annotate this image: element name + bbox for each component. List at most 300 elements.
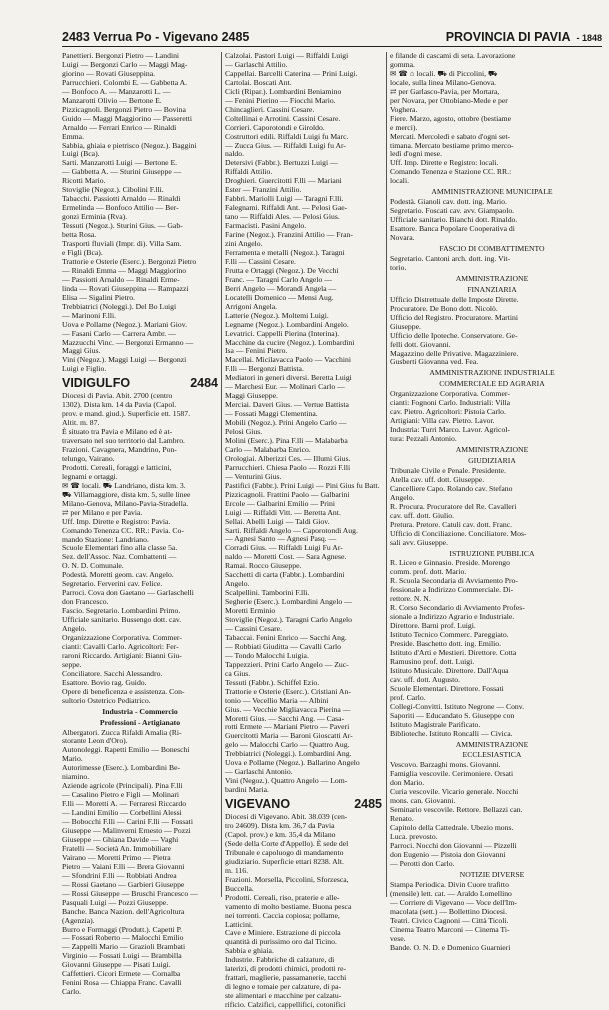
text-line: Luigi — Bergonzi Carlo — Maggi Mag- bbox=[62, 59, 188, 69]
text-line: ⇄ per Garlasco-Pavia, per Mortara, bbox=[390, 86, 500, 96]
text-line: ✉ ☎ ⌂ locali. ⛟ di Piccolini, ⛟ bbox=[390, 68, 498, 78]
text-line: F.lli — Moretti A. — Ferraresi Riccardo bbox=[62, 799, 187, 809]
text-line: Stampa Periodica. Divin Cuore trafitto bbox=[390, 879, 509, 889]
text-line: Ester — Franzini Attilio. bbox=[225, 185, 302, 195]
text-line: Pelosi Gius. bbox=[225, 427, 263, 437]
text-line: Berri Angelo — Morandi Angela — bbox=[225, 283, 337, 293]
page-header bbox=[62, 30, 602, 47]
text-line: Fiere. Marzo, agosto, ottobre (bestiame bbox=[390, 113, 512, 123]
text-line: bardini Maria. bbox=[225, 785, 269, 795]
text-line: tro 24609). Dista km. 36,7 da Pavia bbox=[225, 821, 335, 831]
text-line: Caffettieri. Cicori Ermete — Cornalba bbox=[62, 969, 181, 979]
text-line: F.lli — Cassini Cesare. bbox=[225, 256, 296, 266]
text-line: Latticini. bbox=[225, 919, 253, 929]
text-line: tura: Pezzali Antonio. bbox=[390, 434, 457, 444]
text-line: Conciliatore. Sacchi Alessandro. bbox=[62, 668, 163, 678]
text-line: Vescovo. Barzaghi mons. Giovanni. bbox=[390, 760, 501, 770]
text-line: vese. bbox=[390, 933, 406, 943]
text-line: Trasporti fluviali (Impr. di). Villa Sam. bbox=[62, 239, 182, 249]
col3-list-e bbox=[390, 390, 594, 444]
text-line: legnami e ortaggi. bbox=[62, 471, 118, 481]
text-line: vamento di molto bestiame. Buona pesca bbox=[225, 901, 352, 911]
text-line: Mercati. Mercoledì e sabato d'ogni set- bbox=[390, 131, 511, 141]
text-line: tano — Riffaldi Ales. — Pelosi Gius. bbox=[225, 212, 340, 222]
text-line: Cappellai. Barcelli Caterina — Prini Luigi. bbox=[225, 68, 358, 78]
text-line: laterizi, di prodotti chimici, prodotti re- bbox=[225, 964, 347, 974]
text-line: frattari, maglierie, passamanerie, tacchi bbox=[225, 973, 347, 983]
text-line: — Rinaldi Emma — Maggi Maggiorino bbox=[62, 265, 187, 275]
text-line: giorino — Rovati Giuseppina. bbox=[62, 68, 156, 78]
text-line: Famiglia vescovile. Cerimoniere. Orsati bbox=[390, 769, 514, 779]
text-line: Pretura. Pretore. Catuli cav. dott. Franc. bbox=[390, 519, 513, 529]
text-line: Luca. prevosto. bbox=[390, 832, 438, 842]
text-line: tonio — Vecellio Maria — Albini bbox=[225, 695, 329, 705]
text-line: Luigi — Riffaldi Vitt. — Beretta Ant. bbox=[225, 507, 341, 517]
text-line: Droghieri. Guercitotti F.lli — Mariani bbox=[225, 176, 342, 186]
text-line: Segretario. Foscati cav. avv. Giampaolo. bbox=[390, 206, 515, 216]
text-line: Trattorie e Osterie (Eserc.). Bergonzi Pietro bbox=[62, 256, 197, 266]
text-line: R. Procura. Procuratore del Re. Cavalleri bbox=[390, 501, 517, 511]
text-line: (Capol. prov.) e km. 35,4 da Milano bbox=[225, 829, 336, 839]
text-line: — Passiotti Arnaldo — Rinaldi Erme- bbox=[62, 274, 180, 284]
section-heading: ECCLESIASTICA bbox=[462, 750, 522, 760]
text-line: Frazioni. Morsella, Piccolini, Sforzesca, bbox=[225, 874, 349, 884]
text-line: Tessuti (Negoz.). Sturini Gius. — Gab- bbox=[62, 221, 183, 231]
text-line: — Garlaschi Attilio. bbox=[225, 59, 288, 69]
text-line: Artigiani: Villa cav. Pietro. Lavor. bbox=[390, 416, 495, 426]
text-line: seppe. bbox=[62, 659, 82, 669]
text-line: Uff. Imp. Dirette e Registro: locali. bbox=[390, 158, 499, 168]
text-line: Detersivi (Fabbr.). Bertuzzi Luigi — bbox=[225, 158, 338, 168]
text-line: e filande di cascami di seta. Lavorazione bbox=[390, 51, 516, 60]
col1-list-b bbox=[62, 392, 218, 705]
text-line: Ufficio Distrettuale delle Imposte Dirette. bbox=[390, 294, 519, 304]
text-line: Mazzucchi Vinc. — Bergonzi Ermanno — bbox=[62, 337, 194, 347]
text-line: — Fossati Maggi Clementina. bbox=[225, 409, 318, 419]
text-line: Coltellinai e Arrotini. Cassini Cesare. bbox=[225, 113, 341, 123]
text-line: Segretario. Ferverini cav. Felice. bbox=[62, 579, 163, 589]
text-line: Arnaldo — Ferrari Enrico — Rinaldi bbox=[62, 122, 177, 132]
section-heading: COMMERCIALE ED AGRARIA bbox=[439, 379, 545, 389]
text-line: Sarti. Manzarotti Luigi — Bertone E. bbox=[62, 158, 178, 168]
text-line: Maggi Gius. bbox=[62, 346, 101, 356]
text-line: Ufficio delle Ipoteche. Conservatore. Ge- bbox=[390, 330, 518, 340]
text-line: zini Angelo. bbox=[225, 239, 263, 249]
text-line: Sacchetti di carta (Fabbr.). Lombardini bbox=[225, 570, 345, 580]
town-name: VIDIGULFO bbox=[62, 376, 131, 391]
text-line: Banche. Banca Nazion. dell'Agricoltura bbox=[62, 906, 185, 916]
text-line: Seminario vescovile. Rettore. Bellazzi can. bbox=[390, 805, 523, 815]
text-line: ste alimentari e macchine per calzatu- bbox=[225, 991, 342, 1001]
text-line: Calzolai. Pastori Luigi — Riffaldi Luigi bbox=[225, 51, 349, 60]
text-line: mons. can. Giovanni. bbox=[390, 796, 456, 806]
section-heading: FASCIO DI COMBATTIMENTO bbox=[439, 244, 545, 254]
text-line: Isa — Fenini Pietro. bbox=[225, 346, 288, 356]
text-line: Macchine da cucire (Negoz.). Lombardini bbox=[225, 337, 355, 347]
text-line: Panettieri. Bergonzi Pietro — Landini bbox=[62, 51, 180, 60]
text-line: Luigi (Bca). bbox=[62, 149, 100, 159]
section-heading: AMMINISTRAZIONE bbox=[455, 739, 529, 749]
text-line: Giuseppe — Malinverni Ernesto — Pozzi bbox=[62, 826, 191, 836]
text-line: Ercole — Galbarini Emilio — Prini bbox=[225, 498, 335, 508]
text-line: — Rossi Giuseppe — Bruschi Francesco — bbox=[62, 888, 198, 898]
town-name: VIGEVANO bbox=[225, 797, 291, 812]
text-line: rettore. N. N. bbox=[390, 594, 431, 604]
text-line: R. Scuola Secondaria di Avviamento Pro- bbox=[390, 576, 518, 586]
text-line: Levatrici. Cappelli Pierina (Interina). bbox=[225, 328, 340, 338]
section-subtitle: Professioni - Artigianato bbox=[99, 717, 181, 727]
text-line: Cartolai. Boscati Ant. bbox=[225, 77, 292, 87]
text-line: È situato tra Pavia e Milano ed è at- bbox=[62, 427, 173, 437]
text-line: cianti: Cavalli Carlo. Agricoltori: Fer- bbox=[62, 641, 179, 651]
text-line: Autonoleggi. Rapetti Emilio — Boneschi bbox=[62, 745, 190, 755]
text-line: O. N. D. Comunale. bbox=[62, 561, 124, 571]
text-line: Uova e Pollame (Negoz.). Mariani Giov. bbox=[62, 319, 188, 329]
text-line: sali avv. Giuseppe. bbox=[390, 537, 448, 547]
text-line: Falegnami. Riffaldi Ant. — Pelosi Gae- bbox=[225, 203, 348, 213]
text-line: Biblioteche. Istituto Roncalli — Civica. bbox=[390, 728, 513, 738]
text-line: prof. Carlo. bbox=[390, 692, 426, 702]
col3-list-c bbox=[390, 255, 594, 273]
text-line: Gusberti Giovanna ved. Fea. bbox=[390, 357, 479, 367]
text-line: Industria: Turri Marco. Lavor. Agricol- bbox=[390, 425, 510, 435]
text-line: — Perotti don Carlo. bbox=[390, 858, 455, 868]
text-line: rotti Ermete — Mariani Pietro — Paveri bbox=[225, 722, 350, 732]
text-line: (Sede della Corte d'Appello). È sede del bbox=[225, 838, 349, 848]
text-line: Mario. bbox=[62, 754, 83, 764]
text-line: R. Corso Secondario di Avviamento Profes- bbox=[390, 603, 525, 613]
text-line: ⛟ Villamaggiore, dista km. 5, sulle linee bbox=[62, 489, 191, 499]
text-line: felli dott. Giovanni. bbox=[390, 339, 451, 349]
col1-list-a bbox=[62, 52, 218, 374]
text-line: Trattorie e Osterie (Eserc.). Cristiani An- bbox=[225, 686, 351, 696]
text-line: Renato. bbox=[390, 814, 414, 824]
text-line: Podestà. Moretti geom. cav. Angelo. bbox=[62, 570, 174, 580]
text-line: Ermelinda — Bonfoco Attilio — Ber- bbox=[62, 203, 179, 213]
text-line: Giuseppe. bbox=[390, 321, 421, 331]
text-line: Molini (Eserc.). Pina F.lli — Malabarba bbox=[225, 435, 348, 445]
text-line: Chincaglieri. Cassini Cesare. bbox=[225, 104, 315, 114]
text-line: e merci). bbox=[390, 122, 418, 132]
col3-list-b bbox=[390, 198, 594, 243]
text-line: Sellai. Abelli Luigi — Taldi Giov. bbox=[225, 516, 330, 526]
text-line: Frutta e Ortaggi (Negoz.). De Vecchi bbox=[225, 265, 339, 275]
section-heading: AMMINISTRAZIONE bbox=[455, 445, 529, 455]
text-line: Cave e Miniere. Estrazione di piccola bbox=[225, 928, 341, 938]
text-line: Milano-Genova, Milano-Pavia-Stradella. bbox=[62, 498, 189, 508]
text-line: Pasquali Luigi — Pozzi Giuseppe. bbox=[62, 897, 169, 907]
town-number: 2484 bbox=[190, 376, 218, 391]
text-line: Direttore. Barni prof. Luigi. bbox=[390, 621, 476, 631]
text-line: — Gabbetta A. — Sturini Giuseppe — bbox=[62, 167, 182, 177]
text-line: Ramusino prof. dott. Luigi. bbox=[390, 656, 475, 666]
text-line: (Agenzia). bbox=[62, 915, 95, 925]
text-line: — Cassini Cesare. bbox=[225, 624, 283, 633]
text-line: Novara. bbox=[390, 233, 415, 243]
col3-list-h bbox=[390, 761, 594, 868]
text-line: Teatri. Civico Cagnoni — Città Ticoli. bbox=[390, 915, 509, 925]
text-line: Parroci. Cova don Gaetano — Garlaschelli bbox=[62, 588, 194, 598]
text-line: Ferramenta e metalli (Negoz.). Taragni bbox=[225, 247, 345, 257]
text-line: Collegi-Convitti. Istituto Negrone — Conv. bbox=[390, 701, 525, 711]
text-line: Frazioni. Cavagnera, Mandrino, Pon- bbox=[62, 444, 177, 454]
text-line: Carlo. bbox=[62, 987, 82, 997]
text-line: prov. e mand. giud.). Superficie ett. 1587. bbox=[62, 409, 191, 419]
text-line: Vini (Negoz.). Quattro Angelo — Lom- bbox=[225, 776, 348, 786]
text-line: Diocesi di Vigevano. Abit. 38.039 (cen- bbox=[225, 812, 348, 822]
text-line: cianti: Fognoni Carlo. Industriali: Villa bbox=[390, 398, 511, 408]
col3-list-i bbox=[390, 881, 594, 953]
text-line: Opere di beneficenza e assistenza. Con- bbox=[62, 686, 185, 696]
text-line: Farmacisti. Pasini Angelo. bbox=[225, 221, 307, 231]
text-line: Fabbri. Mariolli Luigi — Taragni F.lli. bbox=[225, 194, 344, 204]
text-line: Pizzicagnoli. Frattini Paolo — Galbarini bbox=[225, 489, 350, 499]
text-line: Istituto Tecnico Commerc. Pareggiato. bbox=[390, 630, 509, 640]
text-line: storante Leon d'Oro). bbox=[62, 736, 128, 746]
text-line: Albergatori. Zucca Rifaldi Amalia (Ri- bbox=[62, 727, 182, 737]
header-left: 2483 Verrua Po - Vigevano 2485 bbox=[62, 30, 250, 44]
column-divider bbox=[221, 52, 222, 897]
text-line: Emma. bbox=[62, 131, 84, 141]
text-line: Prodotti. Cereali, foraggi e latticini, bbox=[62, 462, 172, 472]
text-line: Vini (Negoz.). Maggi Luigi — Bergonzi bbox=[62, 355, 187, 365]
text-line: Industrie. Fabbriche di calzature, di bbox=[225, 955, 335, 965]
col2-list-b bbox=[225, 813, 382, 1010]
header-right bbox=[446, 30, 602, 44]
text-line: — Garlaschi Antonio. bbox=[225, 767, 293, 777]
text-line: Procuratore. De Bono dott. Nicolò. bbox=[390, 303, 498, 313]
text-line: sultorio Ostetrico Pediatrico. bbox=[62, 695, 151, 705]
text-line: — Corriere di Vigevano — Voce dell'Im- bbox=[390, 897, 517, 907]
col3-list-d bbox=[390, 296, 594, 368]
text-line: Franc. — Taragni Carlo Angelo — bbox=[225, 274, 332, 284]
text-line: e Figli (Bca). bbox=[62, 247, 103, 257]
text-line: cav. uff. dott. Augusto. bbox=[390, 674, 461, 684]
text-line: — Agnesi Santo — Agnesi Pasq. — bbox=[225, 534, 337, 544]
text-line: Uff. Imp. Dirette e Registro: Pavia. bbox=[62, 516, 171, 526]
section-title: Industria - Commercio bbox=[102, 706, 178, 716]
text-line: Comando Tenenza e Stazione CC. RR.: bbox=[390, 167, 512, 177]
text-line: Tribunale Civile e Penale. Presidente. bbox=[390, 465, 506, 475]
text-line: Comando Tenenza CC. RR.: Pavia. Co- bbox=[62, 525, 184, 535]
text-line: Saporiti — Educandato S. Giuseppe con bbox=[390, 710, 515, 720]
section-heading: AMMINISTRAZIONE INDUSTRIALE bbox=[429, 368, 555, 378]
text-line: — Venturini Gius. bbox=[225, 471, 282, 481]
text-line: Pizzicagnoli. Bergonzi Pietro — Bovina bbox=[62, 104, 186, 114]
section-heading: GIUDIZIARIA bbox=[468, 455, 516, 465]
text-line: m. 116. bbox=[225, 865, 248, 875]
text-line: ca Gius. bbox=[225, 668, 251, 678]
text-line: Ufficio di Conciliazione. Conciliatore. Mos- bbox=[390, 528, 527, 538]
text-line: Fratelli — Società An. Immobiliare bbox=[62, 843, 172, 853]
town-number: 2485 bbox=[354, 797, 382, 812]
text-line: — Sfondrini F.lli — Robbiati Andrea bbox=[62, 870, 177, 880]
text-line: — Zucca Gius. — Riffaldi Luigi fu Ar- bbox=[225, 140, 346, 150]
text-line: cav. uff. dott. Giulio. bbox=[390, 510, 455, 520]
text-line: mando Stazione: Landriano. bbox=[62, 534, 149, 544]
text-line: Trebbiatrici (Noleggi.). Del Bo Luigi bbox=[62, 301, 177, 311]
text-line: Organizzazione Corporativa. Commer- bbox=[390, 389, 510, 399]
text-line: ⇄ per Milano e per Pavia. bbox=[62, 507, 143, 517]
text-line: Podestà. Gianoli cav. dott. ing. Mario. bbox=[390, 197, 507, 207]
text-line: giudiziario. Superficie ettari 8238. Alt. bbox=[225, 856, 344, 866]
text-line: sionale a Indirizzo Agrario e Industriale. bbox=[390, 612, 515, 622]
text-line: locali. bbox=[390, 176, 409, 186]
text-line: Costruttori edili. Riffaldi Luigi fu Marc. bbox=[225, 131, 349, 141]
text-line: Virginio — Fossati Luigi — Brambilla bbox=[62, 951, 182, 961]
text-line: Atella cav. uff. dott. Giuseppe. bbox=[390, 474, 485, 484]
text-line: Giovanni Giuseppe — Pisati Luigi. bbox=[62, 960, 171, 970]
text-line: raroni Riccardo. Artigiani: Bianni Giu- bbox=[62, 650, 182, 660]
text-line: Arrigoni Angela. bbox=[225, 301, 278, 311]
text-line: Aziende agricole (Principali). Pina F.lli bbox=[62, 781, 183, 791]
text-line: Segretario. Cantoni arch. dott. ing. Vit- bbox=[390, 253, 511, 263]
text-line: Istituto d'Arti e Mestieri. Direttore. Cotta bbox=[390, 648, 517, 657]
text-line: — Casalino Pietro e Figli — Molinari bbox=[62, 790, 180, 800]
text-line: Preside. Baschetto dott. ing. Emilio. bbox=[390, 639, 502, 649]
text-line: Fascio. Segretario. Lombardini Primo. bbox=[62, 606, 181, 616]
text-line: comm. prof. dott. Mario. bbox=[390, 567, 467, 577]
text-line: Scalpellini. Tamborini F.lli. bbox=[225, 588, 310, 598]
text-line: locale, sulla linea Milano-Genova. bbox=[390, 77, 497, 87]
text-line: Trebbiatrici (Noleggi.). Lombardini Ang. bbox=[225, 749, 352, 759]
text-line: Riffaldi Attilio. bbox=[225, 167, 273, 177]
text-line: Ufficiale sanitario. Bianchi dott. Rinaldo. bbox=[390, 215, 518, 225]
text-line: Legname (Negoz.). Lombardini Angelo. bbox=[225, 319, 349, 329]
text-line: fessionale a Indirizzo Commerciale. Di- bbox=[390, 585, 514, 595]
text-line: don Mario. bbox=[390, 778, 425, 788]
text-line: Esattore. Banca Popolare Cooperativa di bbox=[390, 224, 515, 234]
text-line: Scuole Elementari. Direttore. Fossati bbox=[390, 683, 504, 693]
text-line: Moretti Erminio bbox=[225, 606, 276, 616]
text-line: Angelo. bbox=[225, 579, 250, 589]
text-line: naldo — Moretti Cost. — Sara Agnese. bbox=[225, 552, 347, 562]
text-line: — Fenini Pierino — Fiocchi Mario. bbox=[225, 95, 336, 105]
text-line: Mediatori in generi diversi. Beretta Luigi bbox=[225, 373, 352, 383]
text-line: Istituto Musicale. Direttore. Dall'Aqua bbox=[390, 665, 509, 675]
text-line: — Bonfoco A. — Manzarotti L. — bbox=[62, 86, 171, 96]
text-line: Stoviglie (Negoz.). Taragni Carlo Angelo bbox=[225, 615, 352, 625]
section-heading: AMMINISTRAZIONE bbox=[455, 273, 529, 283]
section-heading: FINANZIARIA bbox=[467, 284, 517, 294]
text-line: Cicli (Ripar.). Lombardini Beniamino bbox=[225, 86, 342, 96]
text-line: Sez. dell'Assoc. Naz. Combattenti — bbox=[62, 552, 177, 562]
text-line: Angelo. bbox=[390, 492, 415, 502]
text-line: Stoviglie (Negoz.). Cibolini F.lli. bbox=[62, 185, 164, 195]
text-line: — Fasani Carlo — Carrera Ambr. — bbox=[62, 328, 176, 338]
text-line: Fenini Rosa — Chiappa Franc. Cavalli bbox=[62, 978, 182, 988]
text-line: Curia vescovile. Vicario generale. Nocchi bbox=[390, 787, 519, 797]
text-line: Cinema Teatro Marconi — Cinema Ti- bbox=[390, 924, 510, 934]
text-line: linda — Rovati Giuseppina — Rampazzi bbox=[62, 283, 189, 293]
text-line: ledì d'ogni mese. bbox=[390, 149, 442, 159]
text-line: Organizzazione Corporativa. Commer- bbox=[62, 633, 182, 642]
text-line: Magazzino delle Privative. Magazziniere. bbox=[390, 348, 519, 358]
text-line: Buccella. bbox=[225, 883, 254, 893]
text-line: — Fossati Roberto — Malocchi Emilio bbox=[62, 933, 184, 943]
text-line: traversato nel suo territorio dal Lambro. bbox=[62, 436, 185, 446]
text-line: nei torrenti. Caccia copiosa; pollame, bbox=[225, 910, 340, 920]
column-divider bbox=[386, 52, 387, 897]
text-line: Ramai. Rocco Giuseppe. bbox=[225, 561, 302, 571]
section-heading: AMMINISTRAZIONE MUNICIPALE bbox=[431, 187, 553, 197]
text-line: Latterie (Negoz.). Moltemi Luigi. bbox=[225, 310, 329, 320]
text-line: gonzi Erminia (Rva). bbox=[62, 212, 128, 222]
text-line: ✉ ☎ locali. ⛟ Landriano, dista km. 3. bbox=[62, 480, 186, 490]
text-line: Parroci. Nocchi don Giovanni — Pizzelli bbox=[390, 841, 517, 851]
text-line: Scuole Elementari fino alla classe 5a. bbox=[62, 543, 178, 553]
text-line: don Francesco. bbox=[62, 597, 109, 607]
text-line: — Robbiati Giuditta — Cavalli Carlo bbox=[225, 641, 341, 651]
text-line: Locatelli Domenico — Mensi Aug. bbox=[225, 292, 334, 302]
text-line: gelo — Malocchi Carlo — Quattro Aug. bbox=[225, 740, 350, 750]
text-line: Maggi Giuseppe. bbox=[225, 391, 278, 401]
town-heading-vidigulfo bbox=[62, 376, 218, 391]
text-line: don Eugenio — Pistoia don Giovanni bbox=[390, 849, 506, 859]
text-line: Ufficio del Registro. Procuratore. Martini bbox=[390, 312, 518, 322]
section-heading: NOTIZIE DIVERSE bbox=[459, 869, 525, 879]
text-line: cav. Pietro. Agricoltori: Pistoia Carlo. bbox=[390, 407, 506, 417]
text-line: Bande. O. N. D. e Domenico Guarnieri bbox=[390, 942, 511, 952]
text-line: niamino. bbox=[62, 772, 90, 782]
text-line: Luigi e Figlio. bbox=[62, 364, 107, 374]
section-heading: ISTRUZIONE PUBBLICA bbox=[449, 548, 535, 558]
text-line: Pietro — Vaiani F.lli — Brera Giovanni bbox=[62, 861, 185, 871]
text-line: naldo. bbox=[225, 149, 245, 159]
text-line: R. Liceo e Ginnasio. Preside. Morengo bbox=[390, 558, 510, 568]
column-2 bbox=[225, 52, 382, 1010]
text-line: Parrucchieri. Colombi E. — Gabbetta A. bbox=[62, 77, 188, 87]
text-line: (mensile) lett. cat. — Araldo Lomellino bbox=[390, 888, 512, 898]
text-line: Burro e Formaggi (Produtt.). Capetti P. bbox=[62, 924, 182, 934]
text-line: Tabaccai. Fenini Enrico — Sacchi Ang. bbox=[225, 632, 347, 642]
text-line: Sabbia, ghiaia e pietrisco (Negoz.). Baggini bbox=[62, 140, 197, 150]
text-line: Angelo. bbox=[62, 624, 87, 634]
text-line: Giuseppe — Ghiana Davide — Vaghi bbox=[62, 834, 179, 844]
text-line: timana. Mercato bestiame primo merco- bbox=[390, 140, 514, 150]
text-line: gomma. bbox=[390, 59, 415, 69]
text-line: — Zappelli Mario — Grazioli Brambati bbox=[62, 942, 186, 952]
text-line: F.lli — Bergonzi Battista. bbox=[225, 364, 304, 374]
text-line: Altit. m. 87. bbox=[62, 418, 100, 428]
text-line: Guido — Maggi Maggiorino — Passeretti bbox=[62, 113, 193, 123]
text-line: Tribunale e capoluogo di mandamento bbox=[225, 847, 344, 857]
text-line: betta Rosa. bbox=[62, 230, 97, 240]
town-heading-vigevano bbox=[225, 797, 382, 812]
text-line: quantità di purissimo oro dal Ticino. bbox=[225, 937, 337, 947]
text-line: — Marinoni F.lli. bbox=[62, 310, 117, 320]
text-line: Istituto Magistrale Parificato. bbox=[390, 719, 481, 729]
text-line: — Rossi Gaetano — Garbieri Giuseppe bbox=[62, 879, 185, 889]
column-3 bbox=[390, 52, 594, 952]
text-line: Sabbia e ghiaia. bbox=[225, 946, 274, 956]
text-line: Tappezzieri. Prini Carlo Angelo — Zuc- bbox=[225, 659, 349, 669]
text-line: Carlo — Malabarba Enrico. bbox=[225, 444, 311, 454]
text-line: Tabacchi. Passiotti Arnaldo — Rinaldi bbox=[62, 194, 181, 204]
text-line: Voghera. bbox=[390, 104, 418, 114]
text-line: Pastifici (Fabbr.). Prini Luigi — Pini Gius fu Batt. bbox=[225, 480, 380, 490]
text-line: Autorimesse (Eserc.). Lombardini Be- bbox=[62, 763, 181, 773]
text-line: Tessuti (Fabbr.). Schiffel Ezio. bbox=[225, 677, 320, 687]
text-line: Segherie (Eserc.). Lombardini Angelo — bbox=[225, 597, 352, 607]
text-line: Cancelliere Capo. Rolando cav. Stefano bbox=[390, 483, 513, 493]
text-line: Gius. — Vecchie Migliavacca Pierina — bbox=[225, 704, 351, 714]
text-line: — Landini Emilio — Corbellini Alessi bbox=[62, 808, 182, 818]
text-line: Moretti Gius. — Sacchi Ang. — Casa- bbox=[225, 713, 345, 723]
col2-list-a bbox=[225, 52, 382, 795]
text-line: telungo, Vairano. bbox=[62, 453, 115, 463]
text-line: rificio. Calzifici, cappellifici, cotonifici bbox=[225, 1000, 346, 1010]
